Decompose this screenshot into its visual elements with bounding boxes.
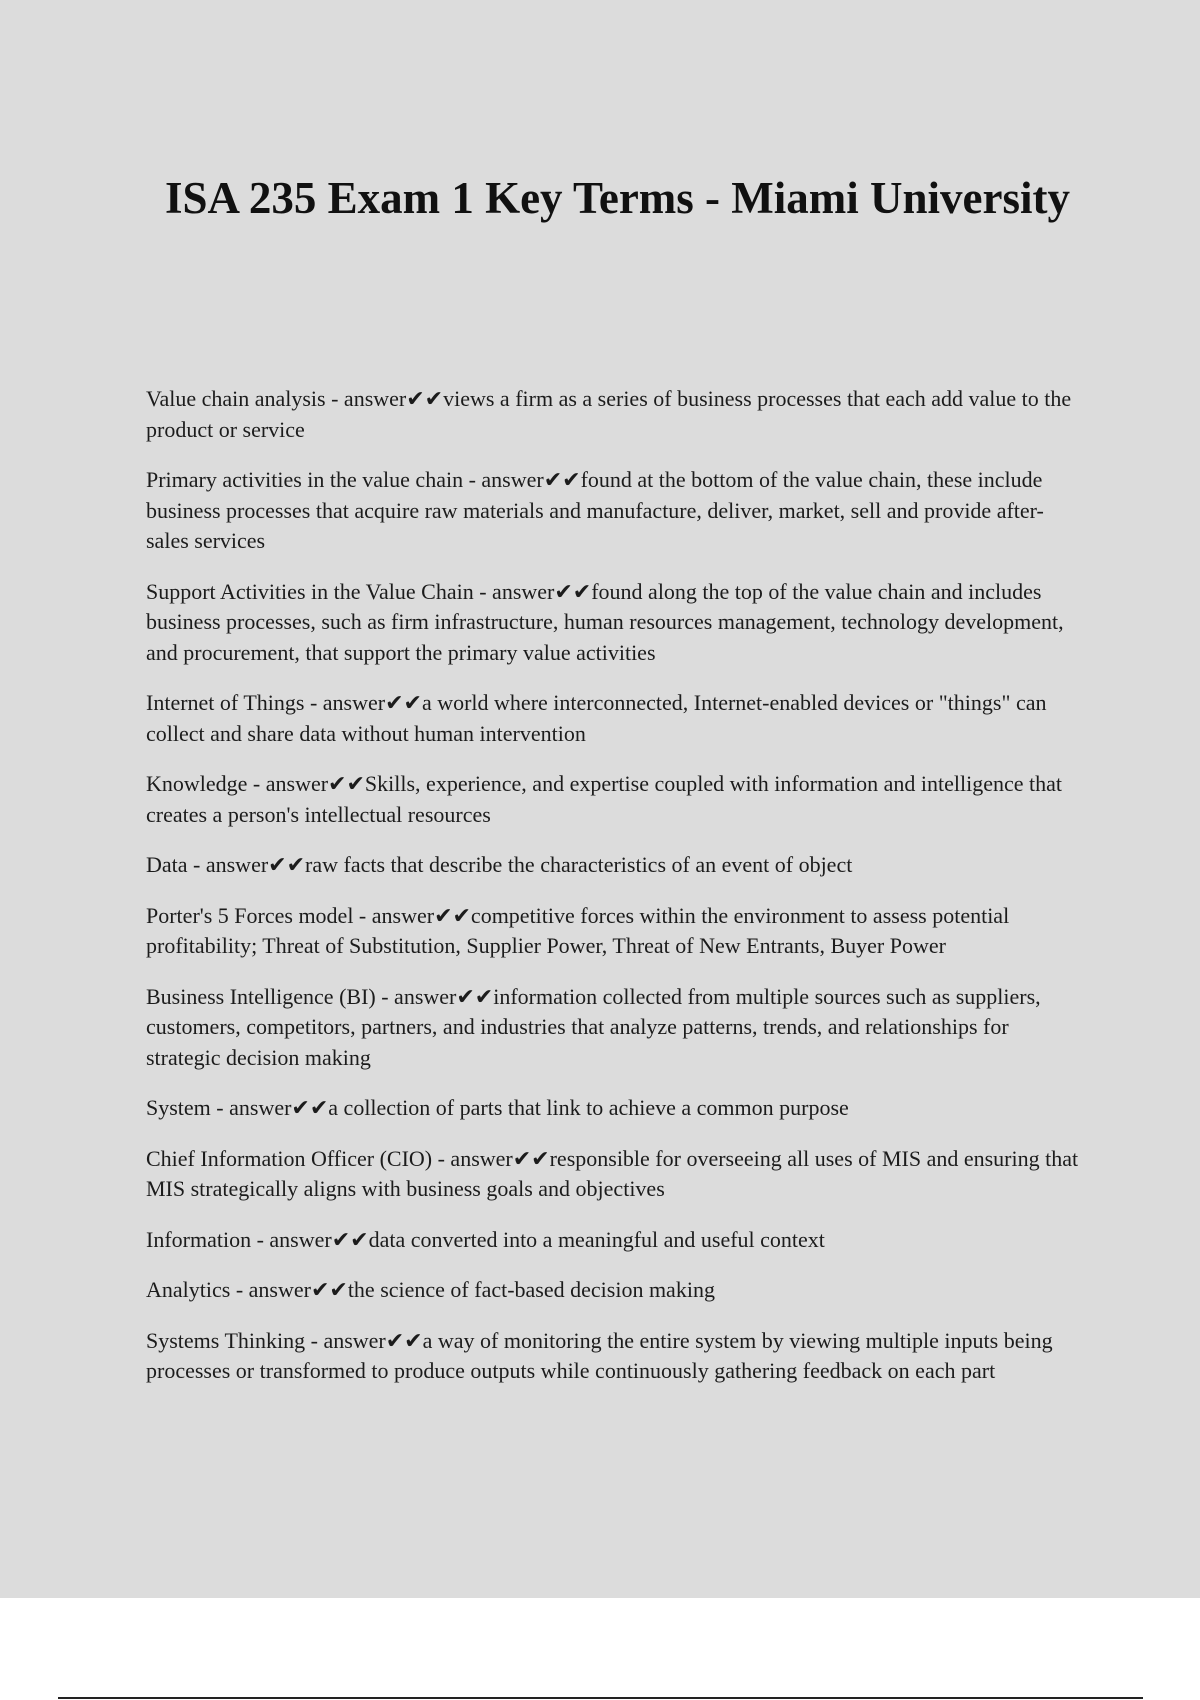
- term-entry: Support Activities in the Value Chain - answer✔✔found along the top of the value chain and includes business processes, such as firm infrastructure, human resources management, technology development, and procurement, that support the primary value activities: [146, 578, 1064, 665]
- term-entry: Internet of Things - answer✔✔a world where interconnected, Internet-enabled devices or "things" can collect and share data without human intervention: [146, 690, 1047, 746]
- term-entry: Data - answer✔✔raw facts that describe the characteristics of an event of object: [146, 852, 853, 877]
- term-entry: Analytics - answer✔✔the science of fact-based decision making: [146, 1277, 715, 1302]
- term-entry: Chief Information Officer (CIO) - answer✔✔responsible for overseeing all uses of MIS and ensuring that MIS strategically aligns with business goals and objectives: [146, 1145, 1079, 1201]
- term-entry: Primary activities in the value chain - answer✔✔found at the bottom of the value chain, these include business processes that acquire raw materials and manufacture, deliver, market, sell and provide after-sales services: [146, 467, 1044, 553]
- document-title: ISA 235 Exam 1 Key Terms - Miami University: [165, 173, 1070, 223]
- terms-list: [146, 384, 1086, 1407]
- term-entry: Business Intelligence (BI) - answer✔✔information collected from multiple sources such as suppliers, customers, competitors, partners, and industries that analyze patterns, trends, and relationships for strategic decision making: [146, 983, 1041, 1070]
- term-entry: Value chain analysis - answer✔✔views a firm as a series of business processes that each add value to the product or service: [146, 386, 1072, 442]
- term-entry: Systems Thinking - answer✔✔a way of monitoring the entire system by viewing multiple inputs being processes or transformed to produce outputs while continuously gathering feedback on each part: [146, 1327, 1053, 1383]
- term-entry: System - answer✔✔a collection of parts that link to achieve a common purpose: [146, 1095, 849, 1120]
- term-entry: Knowledge - answer✔✔Skills, experience, and expertise coupled with information and intelligence that creates a person's intellectual resources: [146, 771, 1062, 827]
- term-entry: Information - answer✔✔data converted into a meaningful and useful context: [146, 1226, 825, 1252]
- term-entry: Porter's 5 Forces model - answer✔✔competitive forces within the environment to assess potential profitability; Threat of Substitution, Supplier Power, Threat of New Entrants, Buyer Power: [146, 902, 1010, 958]
- page-divider: [58, 1697, 1143, 1699]
